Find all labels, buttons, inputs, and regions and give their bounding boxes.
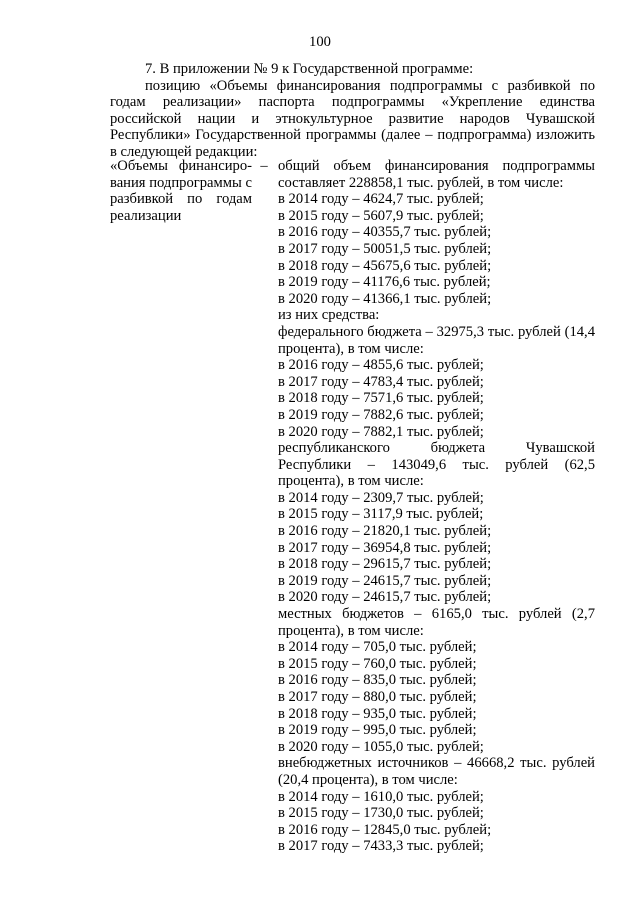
extra-year-2017: в 2017 году – 7433,3 тыс. рублей;: [278, 838, 484, 855]
total-year-2018: в 2018 году – 45675,6 тыс. рублей;: [278, 257, 492, 274]
federal-year-2020: в 2020 году – 7882,1 тыс. рублей;: [278, 423, 484, 440]
republic-year-2019: в 2019 году – 24615,7 тыс. рублей;: [278, 572, 492, 589]
total-year-2015: в 2015 году – 5607,9 тыс. рублей;: [278, 207, 484, 224]
local-year-2020: в 2020 году – 1055,0 тыс. рублей;: [278, 738, 484, 755]
total-funding: общий объем финансирования подпрограммы составляет 228858,1 тыс. рублей, в том числе:: [278, 158, 595, 191]
page-number: 100: [309, 34, 331, 50]
local-year-2019: в 2019 году – 995,0 тыс. рублей;: [278, 722, 477, 739]
local-funding: местных бюджетов – 6165,0 тыс. рублей (2,7 процента), в том числе:: [278, 606, 595, 639]
republic-year-2018: в 2018 году – 29615,7 тыс. рублей;: [278, 556, 492, 573]
republic-year-2020: в 2020 году – 24615,7 тыс. рублей;: [278, 589, 492, 606]
extra-year-2015: в 2015 году – 1730,0 тыс. рублей;: [278, 805, 484, 822]
amendment-text: позицию «Объемы финансирования подпрограммы с разбивкой по годам реализации» паспорта подпрограммы «Укрепление единства российской нации и этнокультурное развитие народов Чувашской Республики» Государственной программы (далее – подпрограмма) изложить в следующей редакции:: [110, 77, 595, 160]
funding-label: «Объемы финансирования подпрограммы с разбивкой по годам реализации: [110, 158, 252, 224]
total-year-2016: в 2016 году – 40355,7 тыс. рублей;: [278, 224, 492, 241]
republic-year-2015: в 2015 году – 3117,9 тыс. рублей;: [278, 506, 484, 523]
separator-dash: –: [260, 158, 268, 174]
intro-block: [110, 61, 595, 161]
republic-year-2017: в 2017 году – 36954,8 тыс. рублей;: [278, 539, 492, 556]
of-them-label: из них средства:: [278, 307, 380, 324]
federal-funding: федерального бюджета – 32975,3 тыс. рублей (14,4 процента), в том числе:: [278, 323, 595, 357]
total-year-2014: в 2014 году – 4624,7 тыс. рублей;: [278, 191, 484, 208]
local-year-2017: в 2017 году – 880,0 тыс. рублей;: [278, 689, 477, 705]
federal-year-2018: в 2018 году – 7571,6 тыс. рублей;: [278, 390, 484, 407]
local-year-2015: в 2015 году – 760,0 тыс. рублей;: [278, 655, 477, 672]
total-year-2020: в 2020 году – 41366,1 тыс. рублей;: [278, 290, 492, 307]
republic-funding: республиканского бюджета Чувашской Республики – 143049,6 тыс. рублей (62,5 процента), в том числе:: [278, 440, 595, 490]
local-year-2014: в 2014 году – 705,0 тыс. рублей;: [278, 639, 477, 656]
federal-year-2016: в 2016 году – 4855,6 тыс. рублей;: [278, 357, 484, 374]
amendment-item: 7. В приложении № 9 к Государственной программе:: [145, 61, 474, 77]
extra-year-2016: в 2016 году – 12845,0 тыс. рублей;: [278, 821, 492, 838]
republic-year-2014: в 2014 году – 2309,7 тыс. рублей;: [278, 489, 484, 506]
extra-year-2014: в 2014 году – 1610,0 тыс. рублей;: [278, 788, 484, 805]
extrabudgetary-funding: внебюджетных источников – 46668,2 тыс. рублей (20,4 процента), в том числе:: [278, 755, 595, 788]
total-year-2019: в 2019 году – 41176,6 тыс. рублей;: [278, 274, 491, 291]
local-year-2018: в 2018 году – 935,0 тыс. рублей;: [278, 705, 477, 722]
federal-year-2017: в 2017 году – 4783,4 тыс. рублей;: [278, 373, 484, 390]
local-year-2016: в 2016 году – 835,0 тыс. рублей;: [278, 672, 477, 689]
funding-details: [278, 158, 595, 855]
total-year-2017: в 2017 году – 50051,5 тыс. рублей;: [278, 240, 492, 257]
federal-year-2019: в 2019 году – 7882,6 тыс. рублей;: [278, 406, 484, 423]
republic-year-2016: в 2016 году – 21820,1 тыс. рублей;: [278, 523, 492, 540]
